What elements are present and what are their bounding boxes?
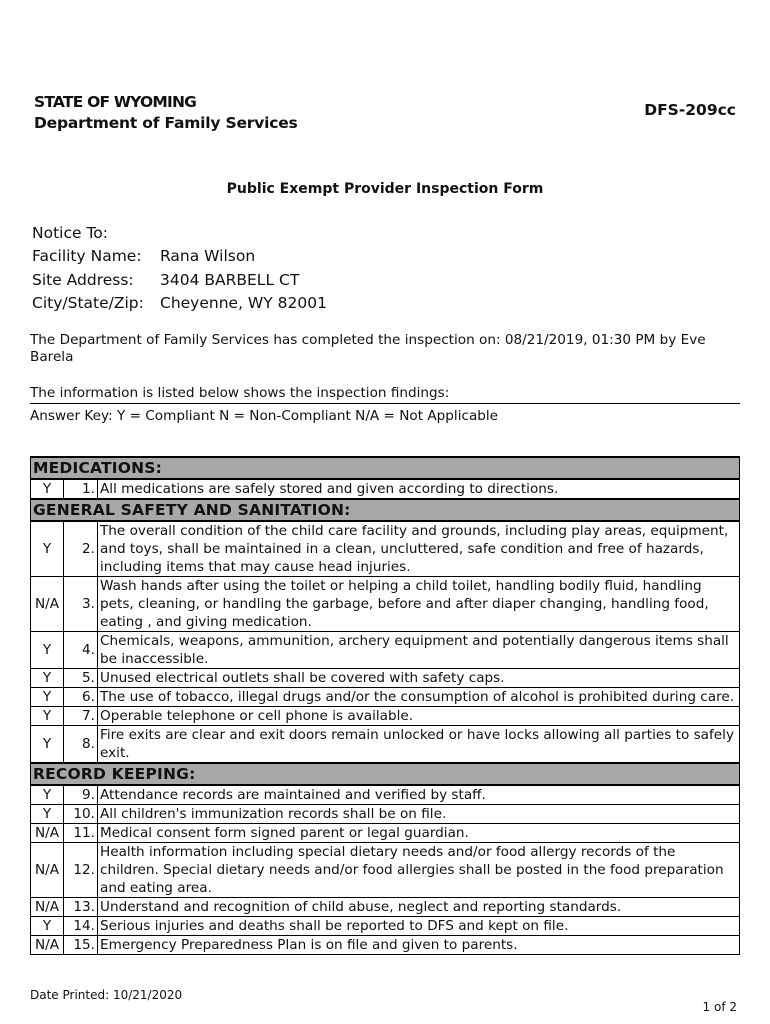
item-number: 3. — [64, 577, 98, 632]
item-number: 14. — [64, 917, 98, 936]
item-text: Attendance records are maintained and verified by staff. — [98, 785, 740, 805]
table-row — [31, 843, 740, 898]
answer-cell: Y — [31, 726, 64, 764]
item-text: All medications are safely stored and given according to directions. — [98, 479, 740, 499]
table-row — [31, 898, 740, 917]
department-name: Department of Family Services — [34, 114, 298, 132]
completion-statement: The Department of Family Services has completed the inspection on: 08/21/2019, 01:30 PM by Eve Barela — [30, 332, 706, 365]
section-title: RECORD KEEPING: — [31, 763, 740, 785]
answer-cell: Y — [31, 917, 64, 936]
item-text: Operable telephone or cell phone is available. — [98, 707, 740, 726]
table-row — [31, 688, 740, 707]
item-number: 6. — [64, 688, 98, 707]
answer-cell: Y — [31, 785, 64, 805]
notice-heading: Notice To: — [32, 224, 108, 242]
page-number: 1 of 2 — [702, 1000, 737, 1014]
table-row — [31, 936, 740, 955]
table-row — [31, 785, 740, 805]
item-text: Wash hands after using the toilet or helping a child toilet, handling bodily fluid, handling pets, cleaning, or handling the garbage, before and after diaper changing, handling food, eating , and giving medication. — [98, 577, 740, 632]
form-code: DFS-209cc — [644, 101, 736, 119]
item-text: Serious injuries and deaths shall be reported to DFS and kept on file. — [98, 917, 740, 936]
notice-block — [32, 222, 327, 315]
item-text: Medical consent form signed parent or legal guardian. — [98, 824, 740, 843]
item-number: 4. — [64, 632, 98, 669]
agency-header — [34, 92, 298, 134]
findings-intro: The information is listed below shows the inspection findings: — [30, 384, 740, 404]
address-row — [32, 269, 327, 292]
answer-cell: Y — [31, 632, 64, 669]
item-number: 15. — [64, 936, 98, 955]
answer-cell: N/A — [31, 898, 64, 917]
address-label: Site Address: — [32, 270, 134, 289]
item-text: Emergency Preparedness Plan is on file and given to parents. — [98, 936, 740, 955]
item-text: Understand and recognition of child abuse, neglect and reporting standards. — [98, 898, 740, 917]
item-number: 5. — [64, 669, 98, 688]
facility-row — [32, 245, 327, 268]
item-number: 11. — [64, 824, 98, 843]
item-text: The use of tobacco, illegal drugs and/or the consumption of alcohol is prohibited during care. — [98, 688, 740, 707]
address-value: 3404 BARBELL CT — [160, 270, 300, 289]
form-title: Public Exempt Provider Inspection Form — [226, 181, 544, 197]
table-row — [31, 577, 740, 632]
answer-cell: N/A — [31, 824, 64, 843]
section-header — [31, 499, 740, 521]
table-row — [31, 707, 740, 726]
city-row — [32, 292, 327, 315]
section-header — [31, 457, 740, 479]
facility-label: Facility Name: — [32, 247, 142, 266]
item-text: Fire exits are clear and exit doors remain unlocked or have locks allowing all parties to safely exit. — [98, 726, 740, 764]
city-label: City/State/Zip: — [32, 293, 144, 312]
table-row — [31, 824, 740, 843]
inspection-table — [30, 456, 740, 955]
answer-cell: Y — [31, 805, 64, 824]
section-title: MEDICATIONS: — [31, 457, 740, 479]
table-row — [31, 805, 740, 824]
table-row — [31, 917, 740, 936]
item-number: 13. — [64, 898, 98, 917]
table-row — [31, 479, 740, 499]
answer-cell: Y — [31, 521, 64, 577]
item-text: The overall condition of the child care facility and grounds, including play areas, equipment, and toys, shall be maintained in a clean, uncluttered, safe condition and free of hazards, including items that may cause head injuries. — [98, 521, 740, 577]
city-value: Cheyenne, WY 82001 — [160, 293, 327, 312]
answer-key: Answer Key: Y = Compliant N = Non-Compliant N/A = Not Applicable — [30, 408, 499, 424]
item-number: 9. — [64, 785, 98, 805]
item-number: 12. — [64, 843, 98, 898]
item-number: 10. — [64, 805, 98, 824]
item-number: 8. — [64, 726, 98, 764]
item-text: Health information including special dietary needs and/or food allergy records of the children. Special dietary needs and/or food allergies shall be posted in the food preparation and eating area. — [98, 843, 740, 898]
table-row — [31, 632, 740, 669]
date-printed: Date Printed: 10/21/2020 — [30, 988, 183, 1002]
item-number: 1. — [64, 479, 98, 499]
answer-cell: Y — [31, 688, 64, 707]
answer-cell: Y — [31, 669, 64, 688]
section-header — [31, 763, 740, 785]
answer-cell: Y — [31, 707, 64, 726]
answer-cell: N/A — [31, 577, 64, 632]
item-text: Unused electrical outlets shall be covered with safety caps. — [98, 669, 740, 688]
table-row — [31, 669, 740, 688]
item-number: 7. — [64, 707, 98, 726]
state-name: STATE OF WYOMING — [34, 93, 197, 111]
section-title: GENERAL SAFETY AND SANITATION: — [31, 499, 740, 521]
table-row — [31, 521, 740, 577]
answer-cell: Y — [31, 479, 64, 499]
table-row — [31, 726, 740, 764]
item-text: Chemicals, weapons, ammunition, archery equipment and potentially dangerous items shall be inaccessible. — [98, 632, 740, 669]
answer-cell: N/A — [31, 843, 64, 898]
item-number: 2. — [64, 521, 98, 577]
facility-value: Rana Wilson — [160, 247, 256, 266]
answer-cell: N/A — [31, 936, 64, 955]
item-text: All children's immunization records shall be on file. — [98, 805, 740, 824]
